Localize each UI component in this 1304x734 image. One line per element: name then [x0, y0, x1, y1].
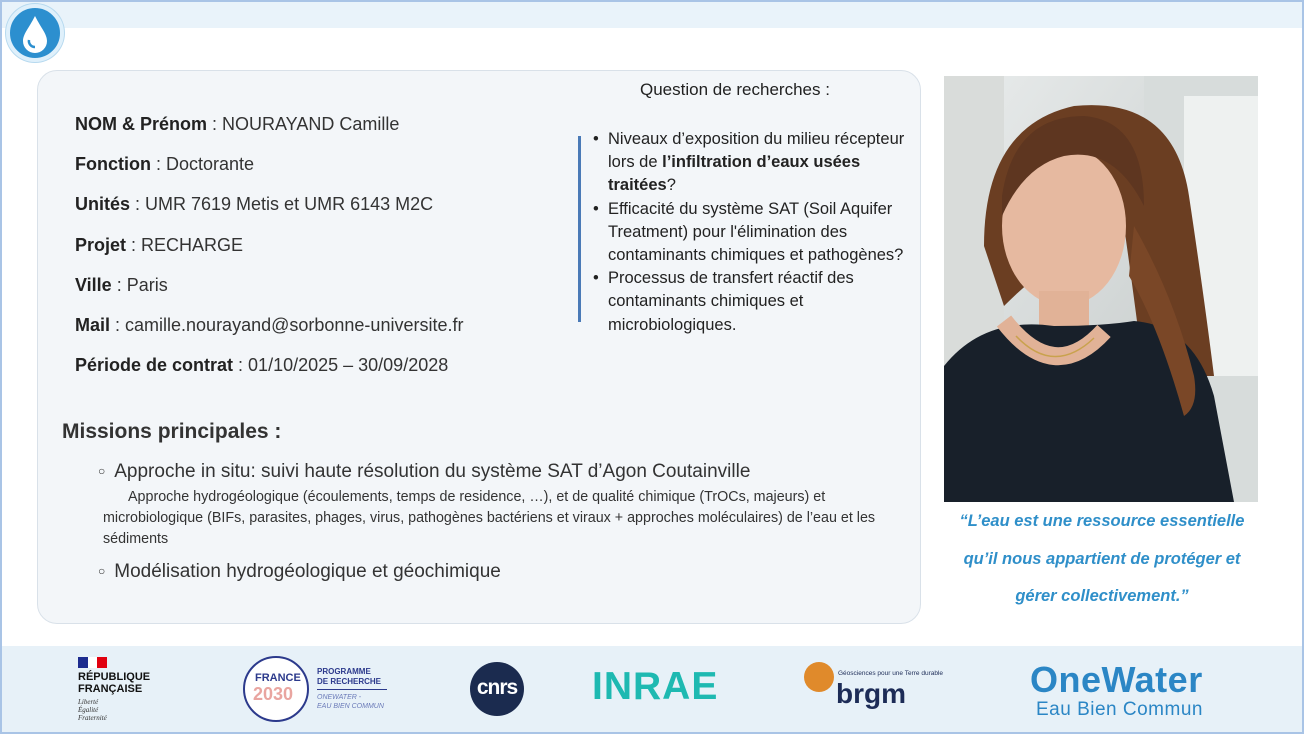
brgm-dot-icon — [804, 662, 834, 692]
mission-item-1 — [98, 461, 750, 483]
f2030-rule — [317, 689, 387, 690]
republique-francaise-logo — [78, 657, 168, 723]
profile-city-row — [75, 265, 463, 305]
quote-line-2: qu’il nous appartient de protéger et — [963, 549, 1241, 568]
portrait-photo — [944, 76, 1258, 502]
profile-info — [75, 104, 463, 385]
circle-bullet-icon: ○ — [98, 564, 106, 578]
mission-2-text: Modélisation hydrogéologique et géochimique — [114, 561, 501, 582]
top-bar — [2, 2, 1302, 28]
profile-mail-row — [75, 305, 463, 345]
quote-line-3: gérer collectivement.” — [1015, 587, 1189, 605]
period-value: : 01/10/2025 – 30/09/2028 — [233, 355, 449, 376]
f2030-subtitle — [317, 693, 384, 711]
rf-line-2: FRANÇAISE — [78, 683, 143, 695]
question-item: • Processus de transfert réactif des contaminants chimiques et microbiologiques. — [593, 267, 923, 337]
mission-1-detail-text: Approche hydrogéologique (écoulements, temps de residence, …), et de qualité chimique (TrOCs, majeurs) et microbiologique (BIFs, parasites, phages, virus, pathogènes bactériens et viraux + approches moléculaires) de l’eau et les sédiments — [103, 489, 876, 547]
city-value: : Paris — [111, 274, 168, 295]
brgm-name: brgm — [836, 678, 906, 709]
french-flag-icon — [78, 657, 107, 668]
project-value: : RECHARGE — [126, 234, 244, 255]
onewater-logo — [1030, 660, 1250, 720]
function-label: Fonction — [75, 154, 151, 175]
profile-period-row — [75, 345, 463, 385]
profile-name-row — [75, 104, 463, 144]
mission-1-text: Approche in situ: suivi haute résolution du système SAT d’Agon Coutainville — [114, 461, 751, 482]
onewater-title: OneWater — [1030, 659, 1203, 700]
cnrs-logo: cnrs — [470, 662, 524, 716]
units-label: Unités — [75, 194, 131, 215]
research-questions-title: Question de recherches : — [640, 80, 830, 99]
quote-line-1: “L’eau est une ressource essentielle — [959, 512, 1245, 530]
mail-label: Mail — [75, 315, 111, 336]
city-label: Ville — [75, 274, 112, 295]
research-questions-list — [593, 128, 923, 337]
name-value: : NOURAYAND Camille — [207, 114, 400, 134]
question-1-end: ? — [666, 176, 676, 195]
brgm-logo — [804, 660, 964, 720]
rf-motto-3: Fraternité — [78, 714, 107, 722]
question-1-bold: l’infiltration d’eaux usées traitées — [608, 153, 861, 195]
f2030-year: 2030 — [253, 684, 294, 704]
profile-function-row — [75, 144, 463, 184]
mail-value[interactable]: : camille.nourayand@sorbonne-universite.fr — [110, 315, 464, 336]
f2030-prog-2: DE RECHERCHE — [317, 677, 382, 686]
f2030-sub-2: EAU BIEN COMMUN — [317, 703, 384, 710]
quote-block — [922, 503, 1282, 616]
inrae-logo: INRAE — [592, 665, 719, 708]
f2030-programme — [317, 667, 381, 687]
function-value: : Doctorante — [150, 154, 255, 175]
rf-motto-2: Égalité — [78, 706, 99, 714]
rf-motto-1: Liberté — [78, 698, 99, 706]
units-value: : UMR 7619 Metis et UMR 6143 M2C — [130, 194, 434, 215]
name-label: NOM & Prénom — [75, 114, 208, 134]
f2030-prog-1: PROGRAMME — [317, 667, 371, 676]
question-1-text: Niveaux d’exposition du milieu récepteur lors de — [608, 130, 905, 172]
period-label: Période de contrat — [75, 355, 234, 376]
france-2030-logo — [243, 656, 393, 722]
question-item — [593, 128, 923, 198]
profile-units-row — [75, 184, 463, 224]
question-item: • Efficacité du système SAT (Soil Aquifer Treatment) pour l'élimination des contaminants chimiques et pathogènes? — [593, 198, 923, 268]
project-label: Projet — [75, 234, 127, 255]
questions-divider — [578, 136, 581, 322]
f2030-sub-1: ONEWATER - — [317, 694, 362, 701]
mission-1-detail — [103, 487, 893, 550]
f2030-france: FRANCE — [255, 672, 301, 684]
brgm-tagline: Géosciences pour une Terre durable — [838, 670, 944, 677]
onewater-subtitle: Eau Bien Commun — [1036, 699, 1203, 720]
missions-title: Missions principales : — [62, 420, 282, 443]
mission-item-2 — [98, 561, 501, 583]
circle-bullet-icon: ○ — [98, 464, 106, 478]
water-drop-logo-icon — [6, 4, 64, 62]
profile-project-row — [75, 225, 463, 265]
rf-line-1: RÉPUBLIQUE — [78, 671, 151, 683]
